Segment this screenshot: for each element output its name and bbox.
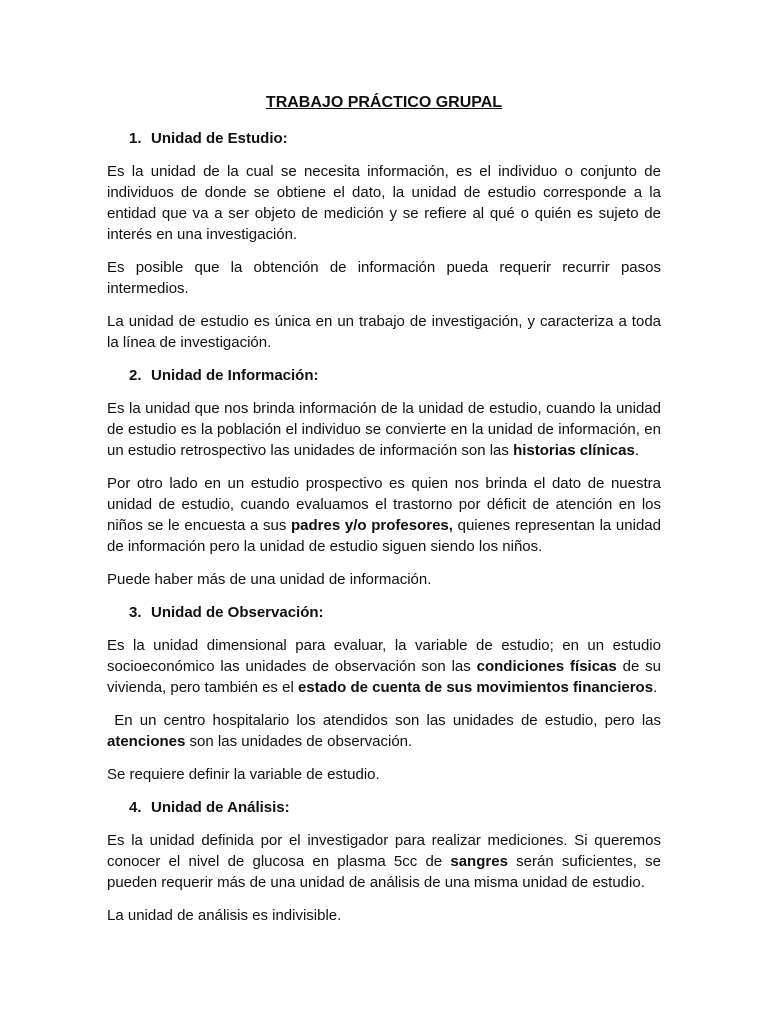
bold-text: estado de cuenta de sus movimientos financieros <box>297 679 654 696</box>
text-segment: Puede haber más de una unidad de información. <box>107 571 432 588</box>
paragraph <box>107 398 661 461</box>
section-heading <box>107 128 661 149</box>
section-number: 2. <box>129 367 142 384</box>
paragraph <box>107 905 661 926</box>
bold-text: atenciones <box>107 733 186 750</box>
section-heading-text: Unidad de Información: <box>151 367 319 384</box>
text-segment: La unidad de estudio es única en un trabajo de investigación, y caracteriza a toda la línea de investigación. <box>107 313 661 351</box>
text-segment: Es la unidad de la cual se necesita información, es el individuo o conjunto de individuos de donde se obtiene el dato, la unidad de estudio corresponde a la entidad que va a ser objeto de medición y se refiere al qué o quién es sujeto de interés en una investigación. <box>107 163 661 243</box>
section-heading-text: Unidad de Observación: <box>151 604 324 621</box>
text-segment: serán suficientes, se pueden requerir más de una unidad de análisis de una misma unidad de estudio. <box>107 853 661 891</box>
bold-text: sangres <box>450 853 508 870</box>
text-segment: Es posible que la obtención de información pueda requerir recurrir pasos intermedios. <box>107 259 661 297</box>
paragraph <box>107 257 661 299</box>
text-segment: de su vivienda, pero también es el <box>107 658 661 696</box>
text-segment: . <box>653 679 658 696</box>
text-segment: Por otro lado en un estudio prospectivo es quien nos brinda el dato de nuestra unidad de estudio, cuando evaluamos el trastorno por déficit de atención en los niños se le encuesta a sus <box>107 475 661 534</box>
text-segment: quienes representan la unidad de información pero la unidad de estudio siguen siendo los niños. <box>107 517 661 555</box>
text-segment: Es la unidad dimensional para evaluar, la variable de estudio; en un estudio socioeconómico las unidades de observación son las <box>107 637 661 675</box>
section-number: 4. <box>129 799 142 816</box>
section-heading <box>107 797 661 818</box>
document-title: TRABAJO PRÁCTICO GRUPAL <box>265 94 503 111</box>
bold-text: condiciones físicas <box>476 658 617 675</box>
section-number: 1. <box>129 130 142 147</box>
paragraph <box>107 569 661 590</box>
paragraph <box>107 311 661 353</box>
text-segment: Es la unidad que nos brinda información de la unidad de estudio, cuando la unidad de estudio es la población el individuo se convierte en la unidad de información, en un estudio retrospectivo las unidades de información son las <box>107 400 661 459</box>
document-body <box>107 128 661 926</box>
section-number: 3. <box>129 604 142 621</box>
text-segment: La unidad de análisis es indivisible. <box>107 907 342 924</box>
bold-text: padres y/o profesores, <box>291 517 453 534</box>
paragraph <box>107 764 661 785</box>
paragraph <box>107 710 661 752</box>
section-heading <box>107 365 661 386</box>
text-segment: Es la unidad definida por el investigador para realizar mediciones. Si queremos conocer el nivel de glucosa en plasma 5cc de <box>107 832 661 870</box>
text-segment: . <box>634 442 639 459</box>
paragraph <box>107 161 661 245</box>
section-heading-text: Unidad de Análisis: <box>151 799 290 816</box>
text-segment: Se requiere definir la variable de estudio. <box>107 766 380 783</box>
text-segment: son las unidades de observación. <box>185 733 413 750</box>
text-segment: En un centro hospitalario los atendidos son las unidades de estudio, pero las <box>107 712 661 729</box>
section-heading-text: Unidad de Estudio: <box>151 130 288 147</box>
paragraph <box>107 473 661 557</box>
bold-text: historias clínicas <box>513 442 635 459</box>
paragraph <box>107 635 661 698</box>
section-heading <box>107 602 661 623</box>
paragraph <box>107 830 661 893</box>
